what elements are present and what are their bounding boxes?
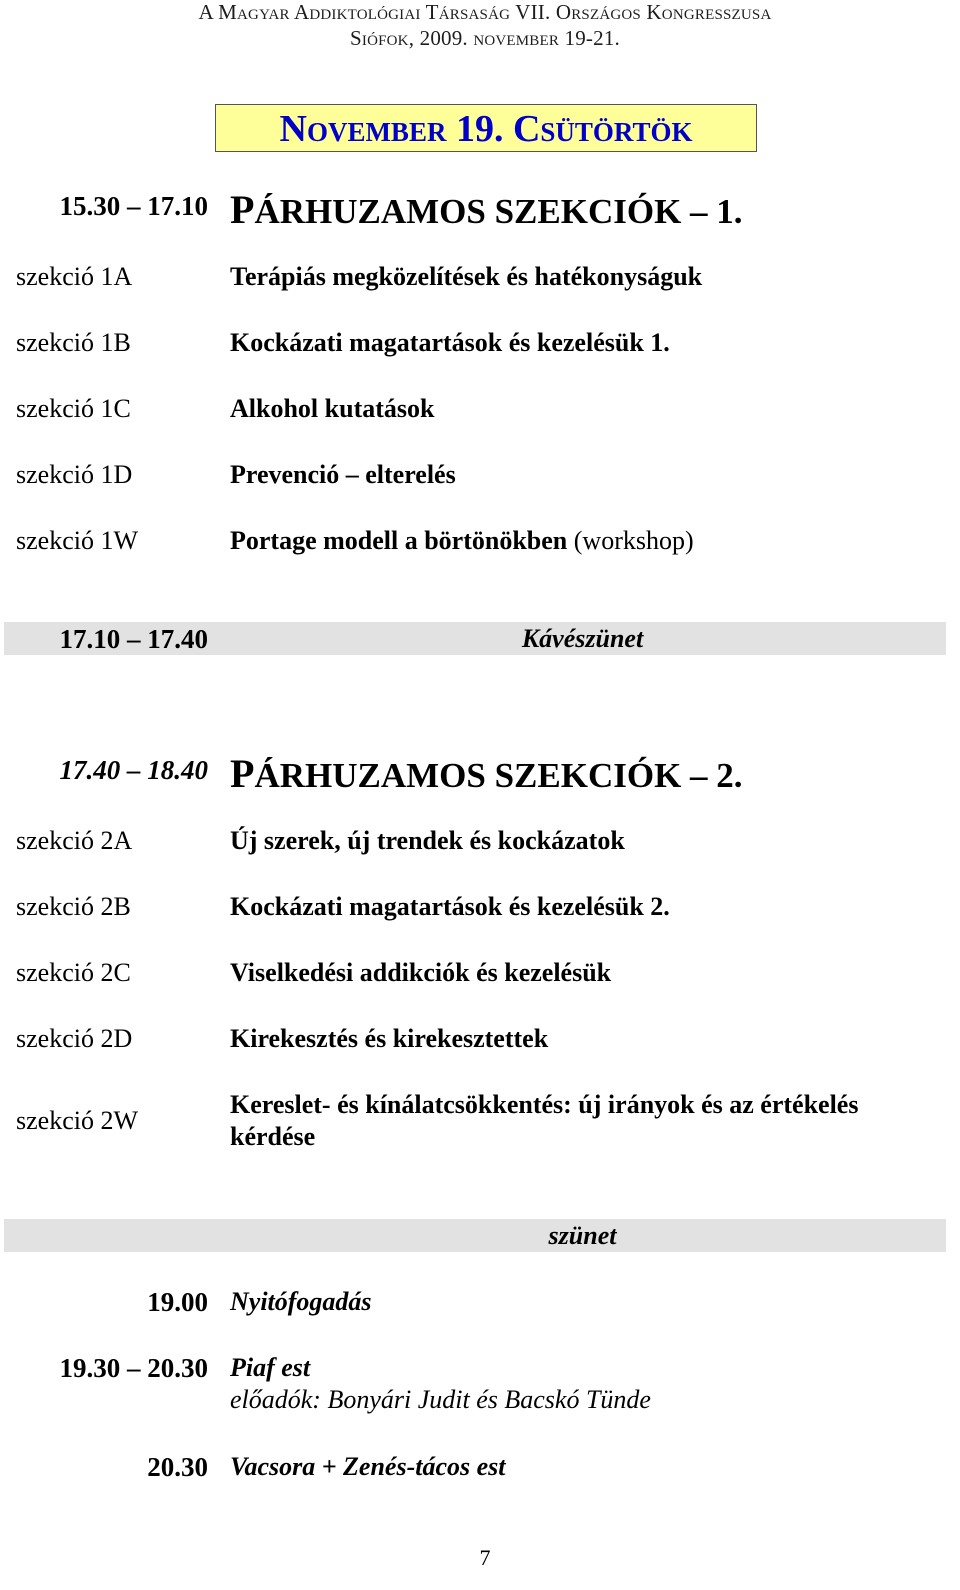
congress-place-date: Siófok, 2009. november 19-21. [350, 26, 620, 50]
block2-title [230, 750, 743, 797]
session-title-main: Portage modell a börtönökben [230, 526, 568, 555]
session-title-line2: kérdése [230, 1122, 316, 1151]
event-title: Vacsora + Zenés-tácos est [230, 1452, 506, 1481]
event-title: Piaf est [230, 1353, 311, 1382]
session-title: Terápiás megközelítések és hatékonyságuk [230, 262, 703, 291]
session-label: szekció 2D [16, 1024, 133, 1053]
block1-time [20, 191, 208, 222]
session-label: szekció 2C [16, 958, 131, 987]
session-title: Kirekesztés és kirekesztettek [230, 1024, 549, 1053]
session-title-line1: Kereslet- és kínálatcsökkentés: új irányok és az értékelés [230, 1090, 859, 1119]
session-label: szekció 1W [16, 526, 139, 555]
block1-time-end: 17.10 [147, 191, 208, 221]
session-title-suffix: (workshop) [567, 526, 694, 555]
event-time: 20.30 [147, 1452, 208, 1482]
session-label: szekció 1D [16, 460, 133, 489]
session-title: Viselkedési addikciók és kezelésük [230, 958, 612, 987]
block2-title-rest: ÁRHUZAMOS SZEKCIÓK – 2. [254, 756, 743, 795]
coffee-break-time: 17.10 – 17.40 [59, 624, 208, 654]
congress-title: A Magyar Addiktológiai Társaság VII. Országos Kongresszusa [198, 0, 772, 24]
session-title: Új szerek, új trendek és kockázatok [230, 826, 625, 855]
event-time: 19.00 [147, 1287, 208, 1317]
session-label: szekció 1C [16, 394, 131, 423]
block2-time [20, 755, 208, 786]
session-label: szekció 1B [16, 328, 131, 357]
session-title: Kockázati magatartások és kezelésük 1. [230, 328, 670, 357]
block1-time-start: 15.30 [59, 191, 121, 221]
coffee-break-label: Kávészünet [521, 624, 644, 653]
event-title: Nyitófogadás [230, 1287, 372, 1316]
session-label: szekció 2B [16, 892, 131, 921]
session-label: szekció 2W [16, 1106, 139, 1135]
page-number: 7 [479, 1545, 491, 1570]
session-label: szekció 2A [16, 826, 133, 855]
event-subtitle: előadók: Bonyári Judit és Bacskó Tünde [230, 1385, 651, 1414]
block2-time-end: 18.40 [147, 755, 208, 785]
block2-time-sep: – [127, 755, 141, 785]
block2-time-start: 17.40 [59, 755, 121, 785]
block1-time-sep: – [127, 191, 141, 221]
event-time: 19.30 – 20.30 [59, 1353, 208, 1383]
block1-title-rest: ÁRHUZAMOS SZEKCIÓK – 1. [254, 192, 743, 231]
session-title: Alkohol kutatások [230, 394, 435, 423]
day-heading [215, 104, 757, 152]
block1-title [230, 186, 743, 233]
day-heading-text: November 19. Csütörtök [279, 108, 693, 150]
session-label: szekció 1A [16, 262, 133, 291]
block2-title-initial: P [230, 751, 255, 796]
session-title: Prevenció – elterelés [230, 460, 456, 489]
block1-title-initial: P [230, 187, 255, 232]
session-title [230, 526, 694, 556]
break-label: szünet [548, 1221, 617, 1250]
session-title: Kockázati magatartások és kezelésük 2. [230, 892, 670, 921]
